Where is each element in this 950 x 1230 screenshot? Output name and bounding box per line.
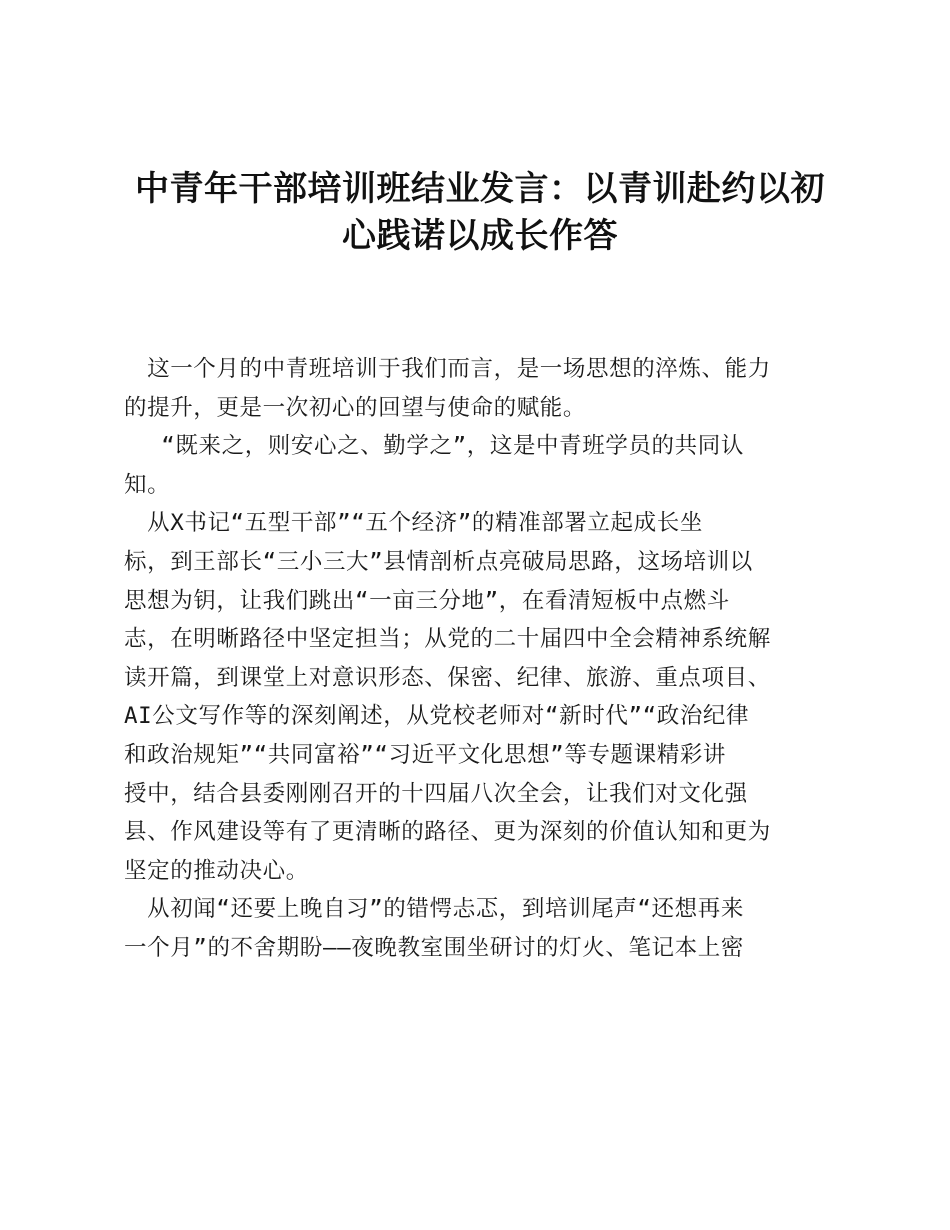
body-line: 志，在明晰路径中坚定担当；从党的二十届四中全会精神系统解 [124,626,771,653]
body-line: 读开篇，到课堂上对意识形态、保密、纪律、旅游、重点项目、 [124,664,771,691]
body-line: 坚定的推动决心。 [124,857,309,884]
body-line: 知。 [124,471,171,498]
body-line: 县、作风建设等有了更清晰的路径、更为深刻的价值认知和更为 [124,819,771,846]
body-line: 这一个月的中青班培训于我们而言，是一场思想的淬炼、能力 [124,356,771,382]
body-line: 从X书记“五型干部”“五个经济”的精准部署立起成长坐 [124,510,703,537]
title-line-2: 心践诺以成长作答 [342,216,618,256]
body-line: AI公文写作等的深刻阐述，从党校老师对“新时代”“政治纪律 [124,703,750,730]
body-line: 从初闻“还要上晚自习”的错愕忐忑，到培训尾声“还想再来 [124,896,744,923]
body-line: “既来之，则安心之、勤学之”，这是中青班学员的共同认 [124,433,744,460]
body-line: 标，到王部长“三小三大”县情剖析点亮破局思路，这场培训以 [124,548,753,575]
title-line-1: 中青年干部培训班结业发言：以青训赴约以初 [135,169,825,209]
body-line: 授中，结合县委刚刚召开的十四届八次全会，让我们对文化强 [124,780,748,807]
body-line: 思想为钥，让我们跳出“一亩三分地”，在看清短板中点燃斗 [124,587,730,614]
body-line: 的提升，更是一次初心的回望与使命的赋能。 [124,394,587,421]
body-line: 和政治规矩”“共同富裕”“习近平文化思想”等专题课精彩讲 [124,741,727,768]
body-line: 一个月”的不舍期盼——夜晚教室围坐研讨的灯火、笔记本上密 [124,934,744,961]
document-title [100,166,860,260]
document-body [124,350,829,968]
